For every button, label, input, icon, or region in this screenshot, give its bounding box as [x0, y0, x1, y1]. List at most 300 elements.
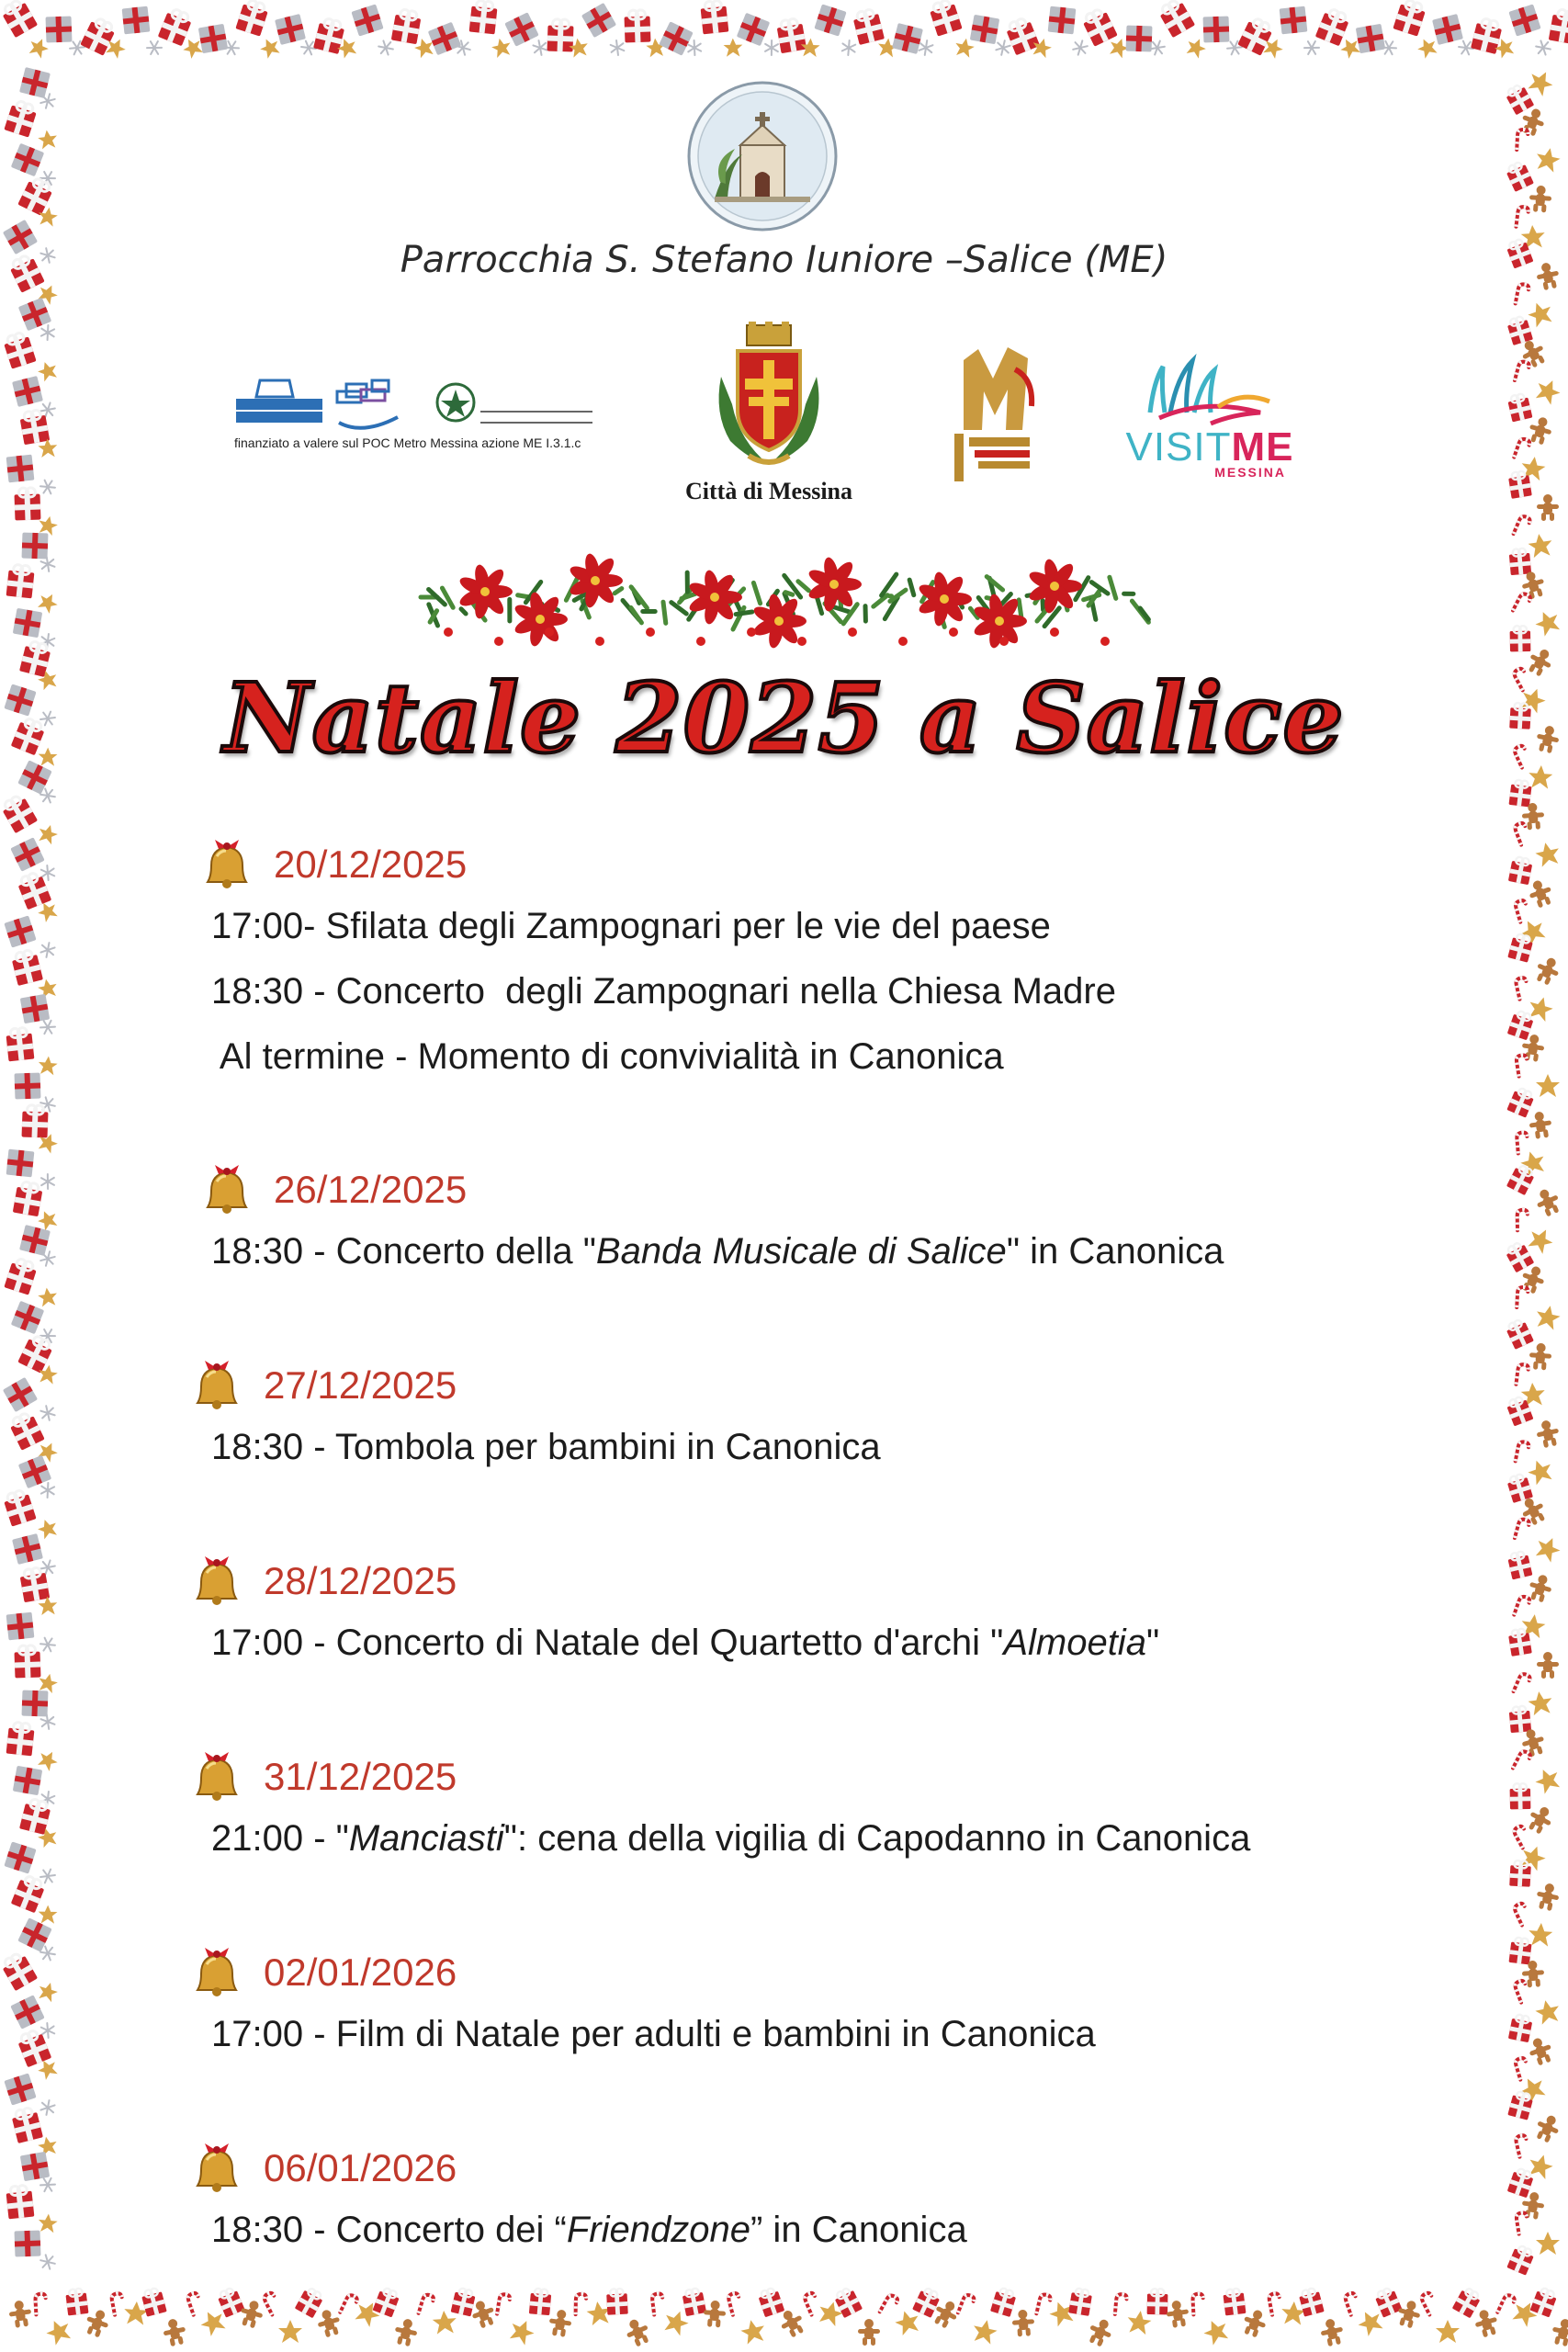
gift-red-ornament	[4, 1257, 38, 1295]
ginger-ornament	[1534, 1882, 1562, 1912]
gift-silver-ornament	[1356, 24, 1385, 53]
cane-ornament	[576, 2294, 587, 2315]
gift-silver-ornament	[504, 12, 538, 46]
poinsettia-center	[591, 576, 600, 585]
cane-ornament	[1516, 206, 1529, 228]
event-description	[211, 2211, 967, 2248]
gift-red-ornament	[1068, 2288, 1093, 2316]
gift-red-ornament	[776, 17, 807, 53]
star-gold-ornament	[1532, 376, 1563, 406]
star-gold-ornament	[1525, 1224, 1557, 1255]
star-gold-ornament	[37, 129, 58, 149]
gift-red-ornament	[19, 1797, 52, 1835]
garland-berry	[1100, 637, 1110, 646]
cane-ornament	[340, 2293, 358, 2316]
cane-ornament	[1515, 2134, 1529, 2156]
gift-red-ornament	[1530, 2286, 1559, 2317]
star-gold-ornament	[35, 1747, 61, 1773]
gift-silver-ornament	[18, 298, 51, 331]
gift-silver-ornament	[122, 6, 151, 35]
star-gold-ornament	[43, 2316, 74, 2346]
star-gold-ornament	[1534, 1304, 1562, 1331]
gift-red-ornament	[6, 1722, 36, 1757]
cane-ornament	[728, 2292, 743, 2315]
sponsor-caption: finanziato a valere sul POC Metro Messina azione ME I.3.1.c	[234, 435, 581, 450]
star-gold-ornament	[1532, 1533, 1563, 1564]
flake-ornament	[39, 942, 57, 958]
poinsettia-center	[774, 616, 784, 626]
gift-silver-ornament	[10, 837, 44, 871]
event-title-italic: Manciasti	[348, 1818, 504, 1859]
event-text: 18:30 - Concerto dei “	[211, 2210, 567, 2250]
ginger-ornament	[703, 2300, 727, 2328]
gift-silver-ornament	[1508, 4, 1540, 36]
garland-needles	[909, 580, 914, 595]
ginger-ornament	[1528, 1110, 1553, 1139]
cane-ornament	[880, 2294, 899, 2317]
flake-ornament	[39, 2254, 57, 2269]
gift-silver-ornament	[1432, 14, 1463, 45]
gift-red-ornament	[1549, 8, 1568, 44]
ginger-ornament	[392, 2317, 420, 2347]
star-gold-ornament	[432, 2310, 457, 2335]
star-gold-ornament	[1532, 607, 1563, 638]
event-title-italic: Banda Musicale di Salice	[595, 1231, 1007, 1272]
gift-red-ornament	[1509, 1937, 1533, 1965]
gift-red-ornament	[1452, 2286, 1483, 2318]
gift-silver-ornament	[351, 4, 383, 36]
flake-ornament	[147, 41, 162, 54]
gift-silver-ornament	[12, 1533, 43, 1565]
ginger-ornament	[1526, 2035, 1555, 2067]
gift-silver-ornament	[46, 17, 73, 43]
cane-ornament	[1514, 514, 1531, 537]
gift-red-ornament	[1508, 2013, 1533, 2042]
star-gold-ornament	[37, 1286, 58, 1306]
gift-red-ornament	[757, 2286, 784, 2317]
gift-silver-ornament	[15, 2231, 41, 2257]
gift-red-ornament	[6, 1027, 35, 1062]
ginger-ornament	[161, 2317, 188, 2347]
garland-needles	[663, 602, 666, 623]
cane-ornament	[651, 2293, 664, 2315]
garland-berry	[797, 637, 807, 646]
gift-red-ornament	[1507, 1009, 1535, 1040]
star-gold-ornament	[38, 1905, 57, 1923]
garland-needles	[798, 582, 809, 591]
event-text: 18:30 - Concerto della "	[211, 1231, 596, 1272]
gift-red-ornament	[216, 2286, 245, 2318]
gift-red-ornament	[0, 0, 38, 38]
gift-red-ornament	[1147, 2289, 1168, 2314]
cane-ornament	[1513, 1825, 1532, 1848]
event-text: " in Canonica	[1006, 1231, 1224, 1272]
ginger-ornament	[858, 2319, 880, 2346]
ginger-ornament	[1085, 2315, 1116, 2348]
event-title-italic: Almoetia	[1003, 1623, 1146, 1663]
star-gold-ornament	[1536, 2232, 1560, 2255]
ginger-ornament	[622, 2315, 653, 2348]
city-name: Città di Messina	[685, 478, 852, 504]
ginger-ornament	[1532, 1185, 1563, 1218]
cane-ornament	[111, 2292, 125, 2314]
gift-red-ornament	[295, 2286, 325, 2318]
bell-icon	[188, 1944, 245, 2001]
gift-red-ornament	[1506, 1473, 1533, 1503]
flake-ornament	[39, 1869, 56, 1883]
ginger-ornament	[1318, 2317, 1346, 2347]
star-gold-ornament	[36, 1517, 60, 1541]
bell-icon	[188, 1553, 245, 1610]
star-gold-ornament	[36, 822, 60, 845]
event-date: 28/12/2025	[264, 1559, 457, 1602]
gift-red-ornament	[1507, 2090, 1534, 2120]
ginger-ornament	[1537, 494, 1559, 521]
star-gold-ornament	[36, 359, 60, 383]
ginger-ornament	[7, 2299, 33, 2328]
cane-ornament	[1517, 1210, 1529, 1231]
visitme-visit-text: VISIT	[1125, 424, 1232, 469]
cane-ornament	[1515, 899, 1530, 922]
gift-red-ornament	[1505, 1317, 1534, 1350]
gift-red-ornament	[1508, 1705, 1531, 1733]
gift-red-ornament	[1315, 6, 1351, 46]
star-gold-ornament	[1534, 1998, 1562, 2026]
gift-red-ornament	[1508, 548, 1531, 575]
gift-red-ornament	[6, 2185, 35, 2220]
poinsettia-center	[710, 593, 719, 602]
gift-red-ornament	[1506, 1086, 1536, 1118]
ginger-ornament	[1534, 1419, 1562, 1449]
ginger-ornament	[1526, 877, 1555, 910]
gift-red-ornament	[1506, 2244, 1536, 2276]
bell-icon	[188, 1748, 245, 1805]
gift-silver-ornament	[814, 4, 846, 36]
gift-red-ornament	[235, 0, 269, 37]
garland-berry	[898, 637, 908, 646]
gift-red-ornament	[912, 2286, 942, 2318]
gift-red-ornament	[16, 870, 51, 910]
poinsettia-center	[940, 594, 949, 604]
gift-silver-ornament	[17, 1917, 51, 1951]
gift-red-ornament	[19, 409, 51, 445]
ginger-ornament	[1537, 1652, 1559, 1679]
gift-silver-ornament	[6, 455, 35, 483]
star-gold-ornament	[35, 590, 61, 616]
gift-silver-ornament	[3, 1377, 38, 1412]
gift-red-ornament	[852, 7, 885, 45]
gift-silver-ornament	[20, 2152, 50, 2181]
gift-silver-ornament	[581, 3, 616, 38]
garland-needles	[736, 612, 752, 615]
cane-ornament	[1517, 1132, 1529, 1153]
star-gold-ornament	[1436, 2320, 1460, 2343]
cane-ornament	[1497, 2293, 1516, 2316]
visitme-subtitle: MESSINA	[1214, 465, 1286, 480]
cane-ornament	[1192, 2293, 1203, 2314]
cane-ornament	[1115, 2294, 1127, 2315]
flake-ornament	[39, 1637, 55, 1651]
gift-red-ornament	[22, 1105, 49, 1138]
cane-ornament	[419, 2293, 434, 2316]
event-description: 17:00- Sfilata degli Zampognari per le vie del paese	[211, 906, 1051, 946]
flake-ornament	[762, 39, 782, 57]
gift-red-ornament	[529, 2288, 552, 2315]
gift-silver-ornament	[10, 1995, 44, 2029]
gift-red-ornament	[13, 1181, 44, 1216]
gift-silver-ornament	[11, 1301, 44, 1334]
messina-eventi-logo	[951, 342, 1039, 487]
gift-red-ornament	[14, 1645, 40, 1679]
gift-silver-ornament	[1048, 6, 1077, 35]
poinsettia-center	[536, 615, 545, 624]
parish-name: Parrocchia S. Stefano Iuniore –Salice (ME)	[400, 239, 1168, 281]
garland-needles	[785, 593, 793, 595]
gift-silver-ornament	[13, 1766, 42, 1795]
gift-red-ornament	[373, 2286, 401, 2317]
cane-ornament	[1517, 1287, 1528, 1308]
cane-ornament	[1514, 1672, 1531, 1695]
garland-berry	[444, 628, 453, 637]
garland-berry	[595, 637, 604, 646]
ginger-ornament	[1165, 2299, 1190, 2328]
flake-ornament	[840, 39, 858, 56]
cane-ornament	[1513, 1750, 1531, 1773]
gift-silver-ornament	[275, 14, 306, 45]
gift-red-ornament	[1510, 626, 1531, 651]
gift-silver-ornament	[4, 1841, 36, 1873]
event-description: 17:00 - Film di Natale per adulti e bambini in Canonica	[211, 2014, 1096, 2054]
gift-silver-ornament	[1203, 17, 1230, 43]
bell-icon	[188, 2140, 245, 2197]
gift-red-ornament	[14, 488, 40, 521]
flake-ornament	[39, 1172, 58, 1191]
gift-red-ornament	[391, 8, 423, 44]
gift-silver-ornament	[22, 1690, 49, 1717]
cane-ornament	[263, 2291, 281, 2314]
star-gold-ornament	[893, 2308, 922, 2336]
visitme-wordmark	[1122, 424, 1297, 469]
cane-ornament	[1516, 1055, 1529, 1077]
garland-berry	[747, 628, 756, 637]
cane-ornament	[1515, 360, 1530, 383]
gift-red-ornament	[2, 331, 36, 369]
flake-ornament	[1304, 41, 1319, 54]
cane-ornament	[1513, 593, 1531, 616]
cane-ornament	[958, 2293, 975, 2316]
flake-ornament	[531, 40, 549, 56]
cane-ornament	[1516, 1363, 1529, 1385]
gift-red-ornament	[624, 10, 650, 43]
gift-red-ornament	[1510, 1783, 1531, 1809]
star-gold-ornament	[1532, 1765, 1563, 1795]
star-gold-ornament	[38, 2213, 58, 2233]
garland-berry	[1050, 628, 1059, 637]
flake-ornament	[39, 1405, 56, 1421]
event-date: 27/12/2025	[264, 1363, 457, 1407]
event-date: 02/01/2026	[264, 1951, 457, 1994]
garland-needles	[753, 582, 760, 603]
event-date: 20/12/2025	[274, 842, 468, 886]
messina-crest	[712, 322, 826, 469]
flake-ornament	[1072, 40, 1089, 55]
star-gold-ornament	[1415, 35, 1439, 60]
cane-ornament	[35, 2293, 46, 2314]
gift-red-ornament	[1156, 0, 1195, 38]
event-description: 18:30 - Concerto degli Zampognari nella Chiesa Madre	[211, 971, 1116, 1012]
cane-ornament	[1514, 437, 1530, 460]
cane-ornament	[1517, 130, 1528, 151]
gift-silver-ornament	[22, 533, 49, 560]
gift-silver-ornament	[15, 1073, 41, 1100]
gift-red-ornament	[1373, 2286, 1403, 2318]
ginger-ornament	[1529, 1342, 1552, 1371]
gift-red-ornament	[1509, 779, 1533, 808]
star-gold-ornament	[1527, 532, 1553, 558]
cane-ornament	[1269, 2292, 1282, 2314]
garland-berry	[848, 628, 857, 637]
gift-silver-ornament	[20, 994, 50, 1023]
cane-ornament	[1516, 283, 1529, 305]
cane-ornament	[497, 2293, 511, 2315]
gift-red-ornament	[7, 1410, 45, 1451]
star-gold-ornament	[278, 2320, 302, 2343]
gift-silver-ornament	[4, 2073, 36, 2105]
event-text: 17:00 - Concerto di Natale del Quartetto d'archi "	[211, 1623, 1004, 1663]
gift-red-ornament	[469, 0, 499, 34]
gift-red-ornament	[1506, 1550, 1532, 1579]
gift-silver-ornament	[6, 1612, 35, 1641]
gift-red-ornament	[0, 793, 38, 833]
event-description	[211, 1624, 1159, 1661]
star-gold-ornament	[739, 2318, 768, 2346]
flake-ornament	[1535, 40, 1551, 56]
event-text: "	[1145, 1623, 1160, 1663]
gift-silver-ornament	[428, 22, 461, 55]
event-title-italic: Friendzone	[566, 2210, 750, 2250]
gift-red-ornament	[158, 6, 194, 46]
bell-icon	[198, 836, 255, 893]
gift-silver-ornament	[1126, 26, 1153, 52]
star-gold-ornament	[506, 2316, 537, 2346]
flake-ornament	[40, 2178, 56, 2192]
gift-red-ornament	[682, 2287, 706, 2316]
star-gold-ornament	[971, 2318, 999, 2346]
event-description	[211, 1820, 1250, 1857]
cane-ornament	[1420, 2291, 1438, 2314]
flake-ornament	[378, 40, 394, 56]
gift-red-ornament	[990, 2287, 1018, 2317]
cane-ornament	[1515, 2057, 1530, 2080]
gift-silver-ornament	[18, 1455, 51, 1488]
cane-ornament	[1516, 2212, 1529, 2234]
ginger-ornament	[1532, 954, 1563, 987]
event-description	[211, 1233, 1224, 1270]
star-gold-ornament	[38, 1056, 58, 1076]
garland-needles	[461, 609, 466, 614]
garland-needles	[843, 605, 857, 624]
visitme-me-text: ME	[1231, 424, 1294, 469]
star-gold-ornament	[36, 1980, 60, 2003]
star-gold-ornament	[1528, 1922, 1553, 1947]
flake-ornament	[608, 39, 626, 56]
event-text: ” in Canonica	[750, 2210, 967, 2250]
garland-berry	[949, 628, 958, 637]
gift-red-ornament	[928, 0, 962, 37]
gift-red-ornament	[1004, 16, 1040, 55]
flake-ornament	[39, 1096, 57, 1112]
event-date: 26/12/2025	[274, 1168, 468, 1211]
flake-ornament	[994, 40, 1011, 56]
gift-red-ornament	[1506, 315, 1533, 345]
gift-silver-ornament	[11, 143, 44, 176]
ginger-ornament	[1529, 185, 1552, 213]
gift-red-ornament	[1393, 0, 1427, 37]
gift-red-ornament	[700, 0, 729, 34]
star-gold-ornament	[1527, 1690, 1553, 1715]
gift-red-ornament	[1080, 6, 1118, 47]
poinsettia-center	[1050, 582, 1059, 591]
flake-ornament	[40, 1021, 56, 1035]
garland-berry	[696, 637, 705, 646]
garland-berry	[999, 637, 1009, 646]
cane-ornament	[186, 2292, 203, 2315]
ginger-ornament	[1550, 2317, 1568, 2347]
gift-red-ornament	[2, 1488, 36, 1527]
bell-icon	[188, 1357, 245, 1414]
ginger-ornament	[1532, 2111, 1563, 2144]
garland-berry	[545, 628, 554, 637]
event-date: 31/12/2025	[264, 1755, 457, 1798]
gift-red-ornament	[10, 948, 43, 986]
cane-ornament	[1344, 2292, 1360, 2315]
gift-red-ornament	[11, 1873, 47, 1913]
ginger-ornament	[547, 2308, 573, 2337]
flake-ornament	[39, 323, 58, 342]
event-date: 06/01/2026	[264, 2146, 457, 2189]
gift-silver-ornament	[892, 23, 923, 54]
gift-silver-ornament	[970, 15, 999, 44]
gift-silver-ornament	[737, 13, 770, 46]
gift-red-ornament	[1507, 933, 1534, 963]
gift-red-ornament	[4, 99, 38, 138]
star-gold-ornament	[723, 38, 742, 56]
gift-red-ornament	[1506, 392, 1532, 422]
gift-red-ornament	[1223, 2288, 1247, 2316]
star-gold-ornament	[1536, 1074, 1560, 1097]
gift-silver-ornament	[19, 67, 51, 98]
poster-title: Natale 2025 a Salice	[223, 662, 1345, 775]
poinsettia-center	[829, 580, 839, 589]
parish-logo	[687, 81, 838, 232]
star-gold-ornament	[1534, 146, 1562, 174]
garland-berry	[646, 628, 655, 637]
event-text: 21:00 - "	[211, 1818, 349, 1859]
star-gold-ornament	[1525, 299, 1555, 328]
garland-needles	[882, 574, 897, 595]
gift-silver-ornament	[13, 608, 42, 638]
garland-needles	[615, 589, 622, 594]
poinsettia-center	[480, 587, 490, 596]
gift-silver-ornament	[12, 376, 43, 407]
garland-needles	[834, 607, 850, 612]
poinsettia-center	[995, 616, 1004, 626]
star-gold-ornament	[491, 37, 513, 59]
gift-silver-ornament	[4, 915, 36, 947]
cane-ornament	[1516, 1441, 1529, 1463]
gift-red-ornament	[1508, 855, 1533, 885]
gift-red-ornament	[451, 2287, 477, 2316]
